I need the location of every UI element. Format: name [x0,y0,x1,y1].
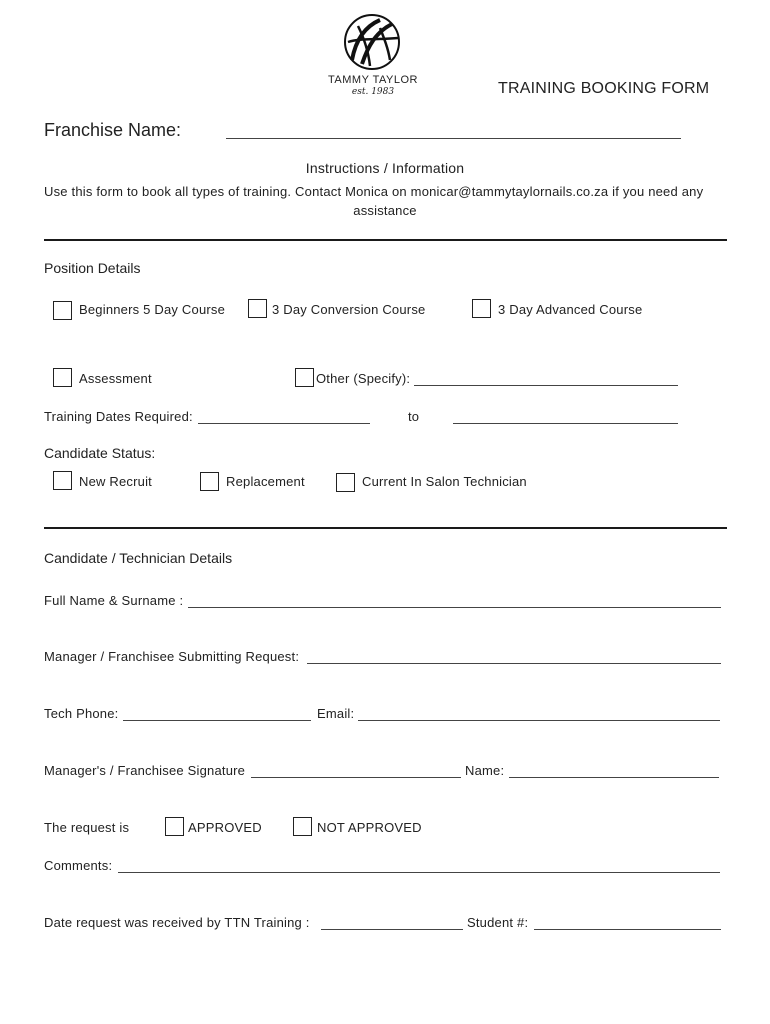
comments-field[interactable] [118,872,720,873]
name-label: Name: [465,763,505,778]
conversion-course-label: 3 Day Conversion Course [272,302,426,317]
form-title: TRAINING BOOKING FORM [498,80,710,97]
training-date-from-field[interactable] [198,423,370,424]
training-dates-to-label: to [408,409,420,424]
signature-label: Manager's / Franchisee Signature [44,763,246,778]
training-dates-label: Training Dates Required: [44,409,193,424]
position-details-heading: Position Details [44,260,141,276]
name-field[interactable] [509,777,719,778]
training-date-to-field[interactable] [453,423,678,424]
instructions-line-1: Use this form to book all types of training. Contact Monica on monicar@tammytaylornails.co.za if you need any [44,184,704,199]
email-label: Email: [317,706,355,721]
date-received-label: Date request was received by TTN Training : [44,915,310,930]
full-name-label: Full Name & Surname : [44,593,184,608]
other-checkbox[interactable] [295,368,314,387]
student-number-field[interactable] [534,929,721,930]
advanced-course-label: 3 Day Advanced Course [498,302,643,317]
current-technician-label: Current In Salon Technician [362,474,527,489]
logo-est-text: est. 1983 [351,87,395,97]
logo-brand-text: TAMMY TAYLOR [328,74,418,86]
tech-phone-field[interactable] [123,720,311,721]
franchise-name-field[interactable] [226,138,681,139]
section-divider [44,239,727,241]
full-name-field[interactable] [188,607,721,608]
manager-submitting-label: Manager / Franchisee Submitting Request: [44,649,300,664]
tech-phone-label: Tech Phone: [44,706,119,721]
not-approved-label: NOT APPROVED [317,820,422,835]
date-received-field[interactable] [321,929,463,930]
tammy-taylor-logo [318,8,428,100]
other-specify-label: Other (Specify): [316,371,411,386]
new-recruit-checkbox[interactable] [53,471,72,490]
other-specify-field[interactable] [414,385,678,386]
assessment-checkbox[interactable] [53,368,72,387]
beginners-course-checkbox[interactable] [53,301,72,320]
manager-submitting-field[interactable] [307,663,721,664]
instructions-line-2: assistance [353,203,417,218]
approved-checkbox[interactable] [165,817,184,836]
new-recruit-label: New Recruit [79,474,152,489]
instructions-heading: Instructions / Information [305,160,465,176]
approved-label: APPROVED [188,820,262,835]
franchise-name-label: Franchise Name: [44,120,182,140]
email-field[interactable] [358,720,720,721]
replacement-label: Replacement [226,474,305,489]
technician-details-heading: Candidate / Technician Details [44,550,233,566]
replacement-checkbox[interactable] [200,472,219,491]
beginners-course-label: Beginners 5 Day Course [79,302,226,317]
current-technician-checkbox[interactable] [336,473,355,492]
section-divider [44,527,727,529]
candidate-status-heading: Candidate Status: [44,445,156,461]
conversion-course-checkbox[interactable] [248,299,267,318]
student-number-label: Student #: [467,915,529,930]
not-approved-checkbox[interactable] [293,817,312,836]
signature-field[interactable] [251,777,461,778]
assessment-label: Assessment [79,371,152,386]
comments-label: Comments: [44,858,113,873]
request-status-label: The request is [44,820,130,835]
advanced-course-checkbox[interactable] [472,299,491,318]
